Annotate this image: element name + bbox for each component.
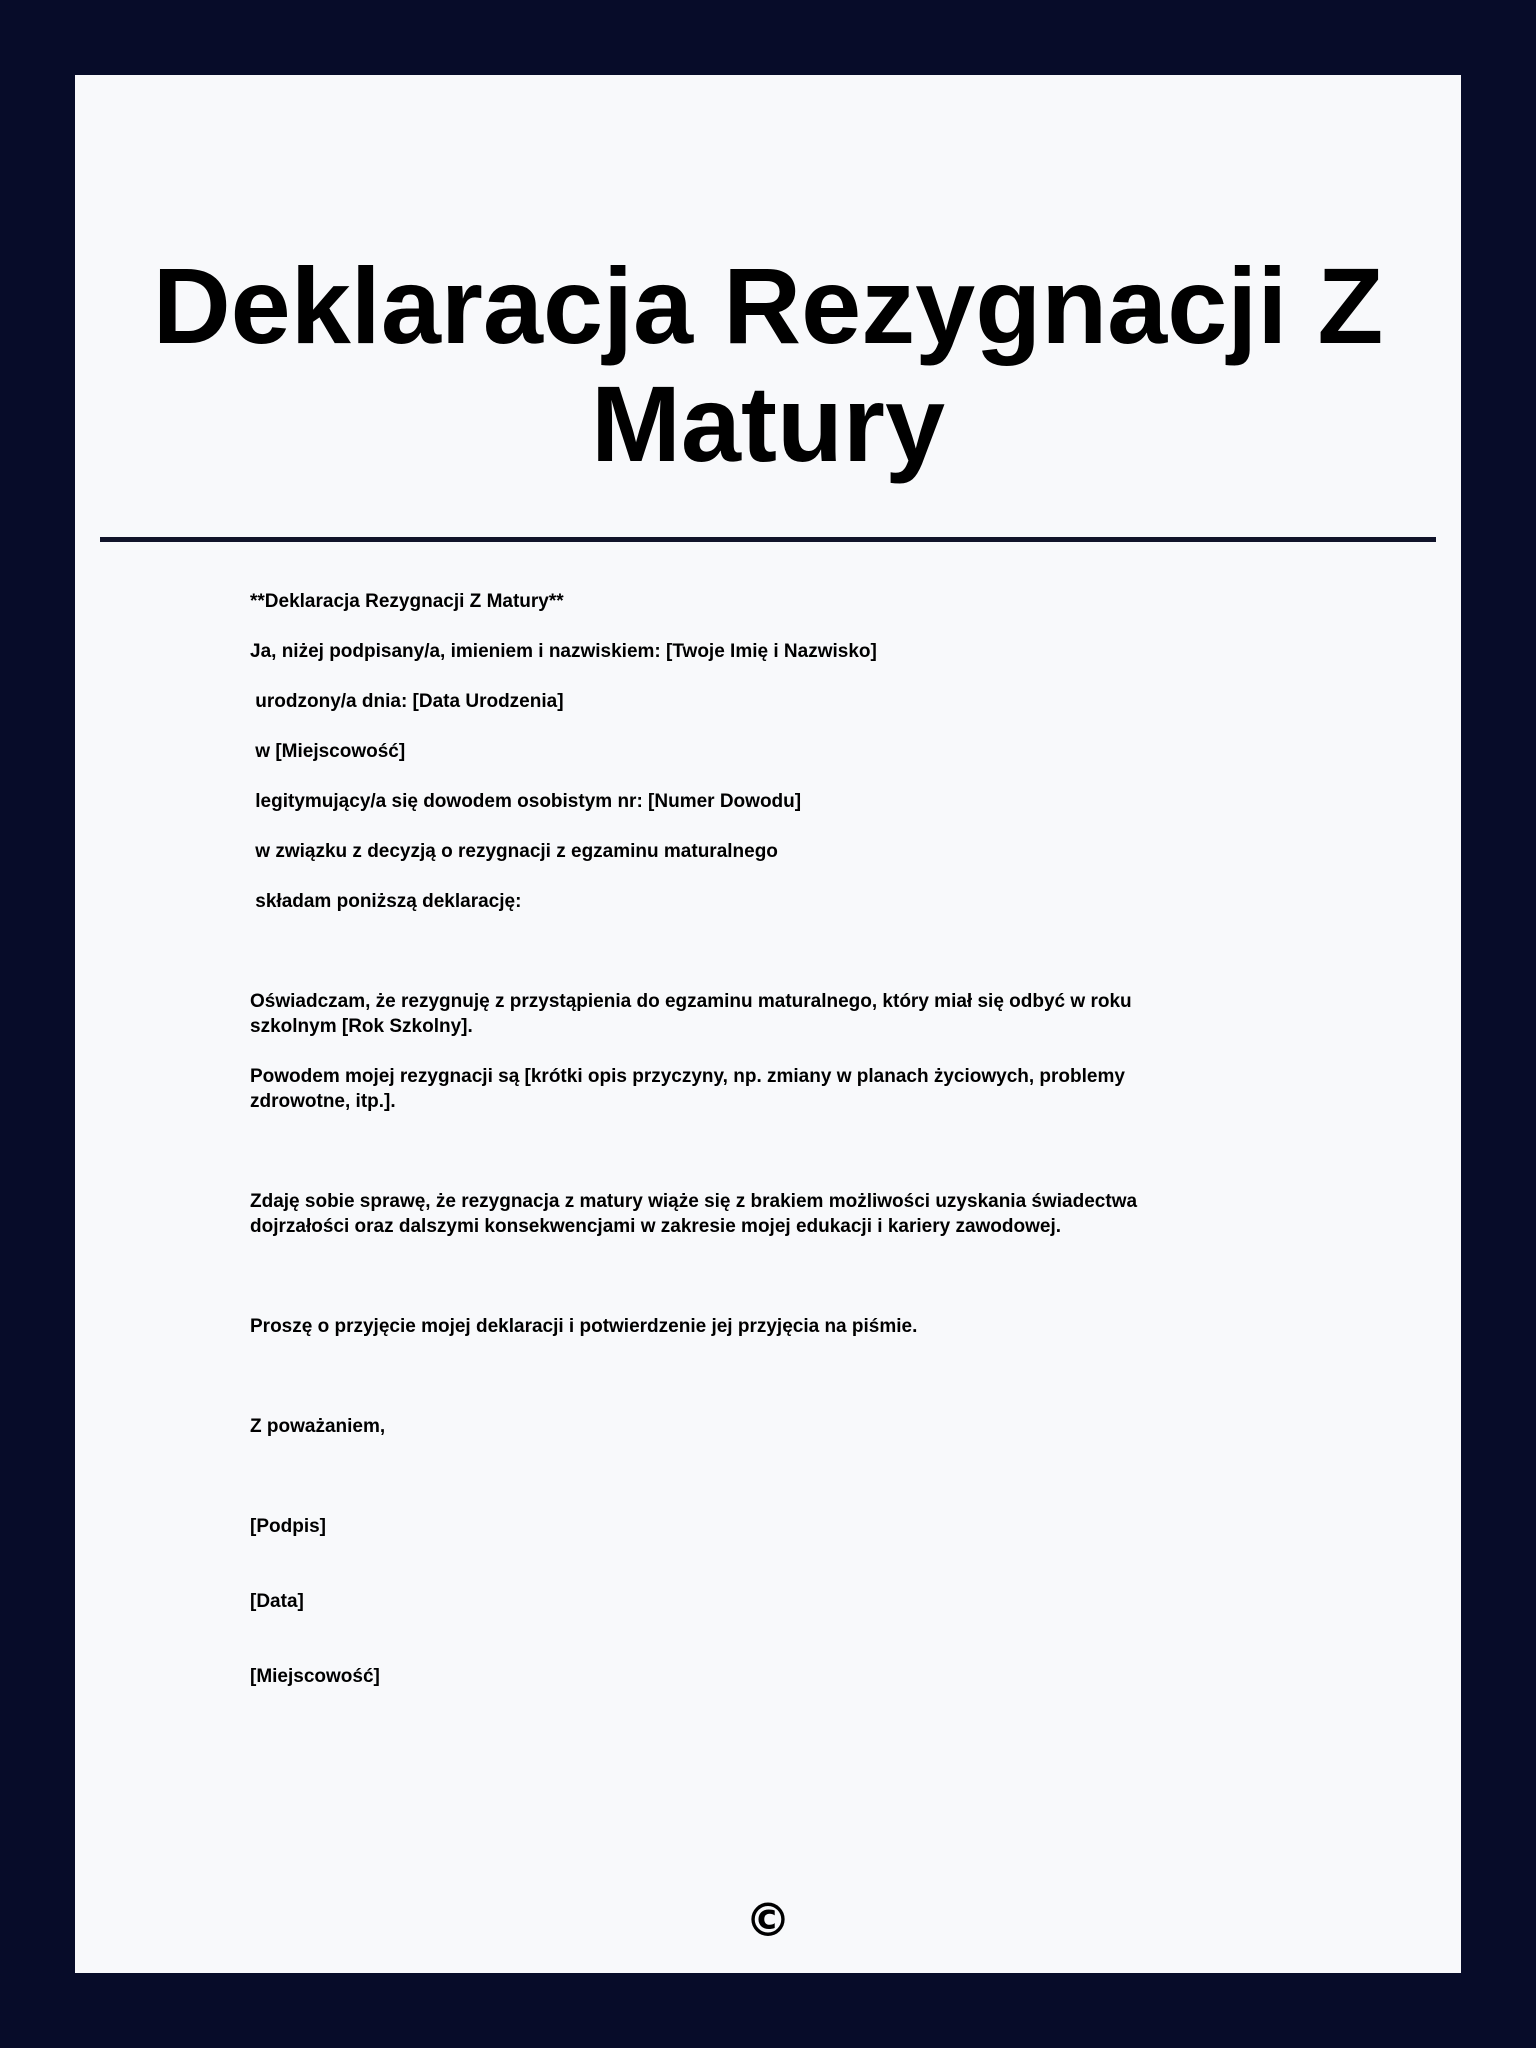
copyright-icon: © — [745, 1893, 791, 1947]
name-line: Ja, niżej podpisany/a, imieniem i nazwiskiem: [Twoje Imię i Nazwisko] — [250, 641, 877, 662]
decision-line: w związku z decyzją o rezygnacji z egzaminu maturalnego — [250, 841, 778, 862]
place-line: w [Miejscowość] — [250, 741, 406, 762]
reason-paragraph: Powodem mojej rezygnacji są [krótki opis przyczyny, np. zmiany w planach życiowych, problemy zdrowotne, itp.]. — [250, 1066, 1125, 1112]
date-placeholder: [Data] — [250, 1591, 304, 1612]
heading-line: **Deklaracja Rezygnacji Z Matury** — [250, 591, 564, 612]
request-paragraph: Proszę o przyjęcie mojej deklaracji i potwierdzenie jej przyjęcia na piśmie. — [250, 1316, 918, 1337]
document-page — [75, 75, 1461, 1973]
statement-paragraph: Oświadczam, że rezygnuję z przystąpienia do egzaminu maturalnego, który miał się odbyć w roku szkolnym [Rok Szkolny]. — [250, 991, 1132, 1037]
title-divider — [100, 537, 1436, 542]
declaration-intro-line: składam poniższą deklarację: — [250, 891, 522, 912]
birth-date-line: urodzony/a dnia: [Data Urodzenia] — [250, 691, 564, 712]
closing-line: Z poważaniem, — [250, 1416, 386, 1437]
signature-placeholder: [Podpis] — [250, 1516, 326, 1537]
place-placeholder: [Miejscowość] — [250, 1666, 380, 1687]
consequences-paragraph: Zdaję sobie sprawę, że rezygnacja z matury wiąże się z brakiem możliwości uzyskania świadectwa dojrzałości oraz dalszymi konsekwencjami w zakresie mojej edukacji i kariery zawodowej. — [250, 1191, 1138, 1237]
id-number-line: legitymujący/a się dowodem osobistym nr: [Numer Dowodu] — [250, 791, 802, 812]
document-title: Deklaracja Rezygnacji Z Matury — [152, 245, 1384, 484]
